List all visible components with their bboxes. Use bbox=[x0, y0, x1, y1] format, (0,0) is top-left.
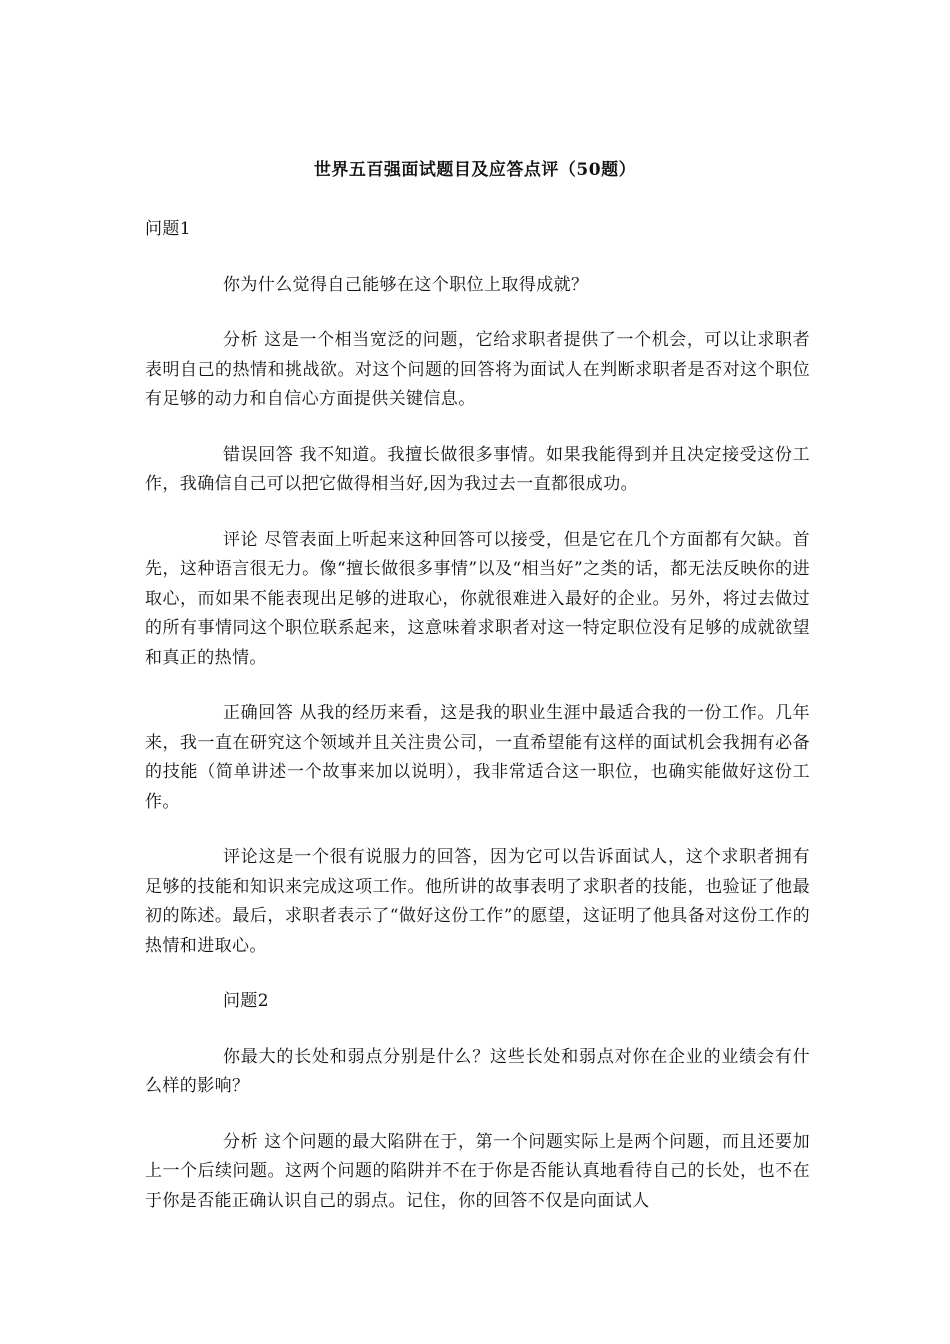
paragraph: 评论这是一个很有说服力的回答，因为它可以告诉面试人，这个求职者拥有足够的技能和知识来完成这项工作。他所讲的故事表明了求职者的技能，也验证了他最初的陈述。最后，求职者表示了“做好这份工作”的愿望，这证明了他具备对这份工作的热情和进取心。 bbox=[145, 847, 810, 956]
paragraph: 你为什么觉得自己能够在这个职位上取得成就？ bbox=[223, 274, 589, 295]
paragraph: 评论 尽管表面上听起来这种回答可以接受，但是它在几个方面都有欠缺。首先，这种语言很无力。像“擅长做很多事情”以及“相当好”之类的话，都无法反映你的进取心，而如果不能表现出足够的进取心，你就很难进入最好的企业。另外，将过去做过的所有事情同这个职位联系起来，这意味着求职者对这一特定职位没有足够的成就欲望和真正的热情。 bbox=[145, 529, 810, 668]
paragraph: 问题1 bbox=[145, 219, 192, 239]
paragraph: 问题2 bbox=[223, 991, 270, 1011]
paragraph: 分析 这是一个相当宽泛的问题，它给求职者提供了一个机会，可以让求职者表明自己的热情和挑战欲。对这个问题的回答将为面试人在判断求职者是否对这个职位有足够的动力和自信心方面提供关键信息。 bbox=[145, 330, 810, 409]
paragraph: 分析 这个问题的最大陷阱在于，第一个问题实际上是两个问题，而且还要加上一个后续问题。这两个问题的陷阱并不在于你是否能认真地看待自己的长处，也不在于你是否能正确认识自己的弱点。记住，你的回答不仅是向面试人 bbox=[145, 1131, 810, 1211]
paragraph: 正确回答 从我的经历来看，这是我的职业生涯中最适合我的一份工作。几年来，我一直在研究这个领域并且关注贵公司，一直希望能有这样的面试机会我拥有必备的技能（简单讲述一个故事来加以说明），我非常适合这一职位，也确实能做好这份工作。 bbox=[145, 703, 810, 812]
document-title: 世界五百强面试题目及应答点评（50题） bbox=[313, 160, 637, 180]
paragraph: 错误回答 我不知道。我擅长做很多事情。如果我能得到并且决定接受这份工作，我确信自己可以把它做得相当好,因为我过去一直都很成功。 bbox=[145, 444, 810, 494]
document-body bbox=[145, 215, 810, 1242]
paragraph: 你最大的长处和弱点分别是什么？这些长处和弱点对你在企业的业绩会有什么样的影响？ bbox=[145, 1046, 810, 1096]
